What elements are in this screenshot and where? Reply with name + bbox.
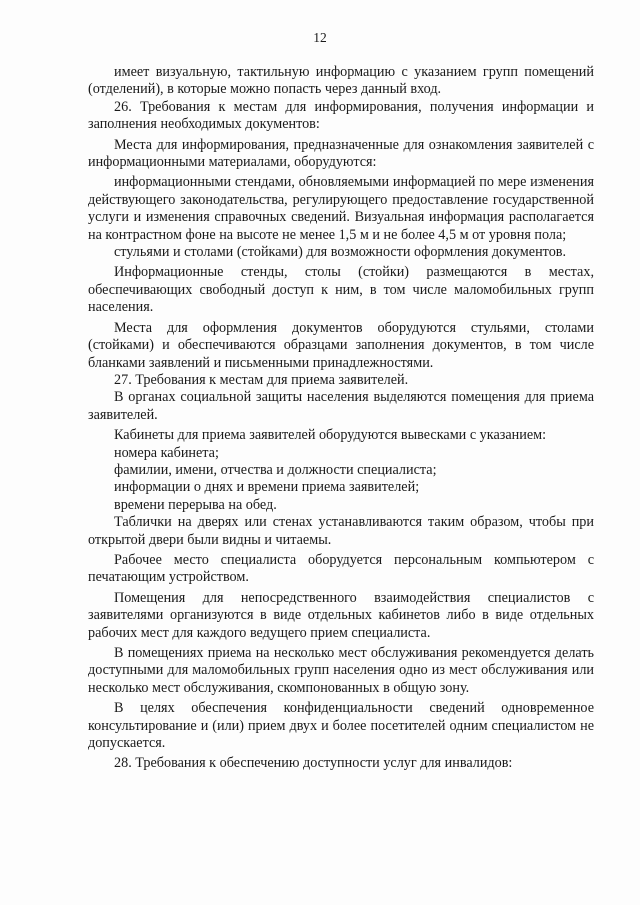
paragraph: В целях обеспечения конфиденциальности сведений одновременное консультирование и (или) прием двух и более посетителей одним специалистом не допускается. bbox=[88, 700, 594, 752]
section-heading-27: 27. Требования к местам для приема заявителей. bbox=[114, 371, 409, 388]
paragraph: информационными стендами, обновляемыми информацией по мере изменения действующего законодательства, регулирующего предоставление государственной услуги и изменения справочных сведений. Визуальная информация располагается на контрастном фоне на высоте не менее 1,5 м и не более 4,5 м от уровня пола; bbox=[88, 174, 594, 243]
document-body bbox=[88, 64, 594, 773]
paragraph: стульями и столами (стойками) для возможности оформления документов. bbox=[114, 244, 567, 261]
list-item: информации о днях и времени приема заявителей; bbox=[114, 479, 420, 496]
paragraph: В органах социальной защиты населения выделяются помещения для приема заявителей. bbox=[88, 389, 594, 423]
paragraph: Места для оформления документов оборудуются стульями, столами (стойками) и обеспечиваются образцами заполнения документов, в том числе бланками заявлений и письменными принадлежностями. bbox=[88, 319, 594, 371]
paragraph: В помещениях приема на несколько мест обслуживания рекомендуется делать доступными для маломобильных групп населения одно из мест обслуживания или несколько мест обслуживания, скомпонованных в общую зону. bbox=[88, 645, 594, 696]
paragraph: Рабочее место специалиста оборудуется персональным компьютером с печатающим устройством. bbox=[88, 551, 594, 586]
list-item: номера кабинета; bbox=[114, 444, 219, 461]
paragraph: имеет визуальную, тактильную информацию с указанием групп помещений (отделений), в которые можно попасть через данный вход. bbox=[88, 64, 594, 98]
paragraph: Помещения для непосредственного взаимодействия специалистов с заявителями организуются в виде отдельных кабинетов либо в виде отдельных рабочих мест для каждого ведущего прием специалиста. bbox=[88, 589, 594, 641]
paragraph: Таблички на дверях или стенах устанавливаются таким образом, чтобы при открытой двери были видны и читаемы. bbox=[88, 514, 594, 548]
paragraph: Информационные стенды, столы (стойки) размещаются в местах, обеспечивающих свободный доступ к ним, в том числе маломобильных групп населения. bbox=[88, 264, 594, 316]
paragraph: Места для информирования, предназначенные для ознакомления заявителей с информационными материалами, оборудуются: bbox=[88, 136, 594, 171]
page-number: 12 bbox=[313, 30, 327, 45]
section-heading-28: 28. Требования к обеспечению доступности услуг для инвалидов: bbox=[114, 755, 513, 772]
list-item: фамилии, имени, отчества и должности специалиста; bbox=[114, 461, 437, 478]
section-heading-26: 26. Требования к местам для информирования, получения информации и заполнения необходимых документов: bbox=[88, 98, 594, 133]
paragraph: Кабинеты для приема заявителей оборудуются вывесками с указанием: bbox=[114, 427, 547, 444]
list-item: времени перерыва на обед. bbox=[114, 496, 277, 513]
